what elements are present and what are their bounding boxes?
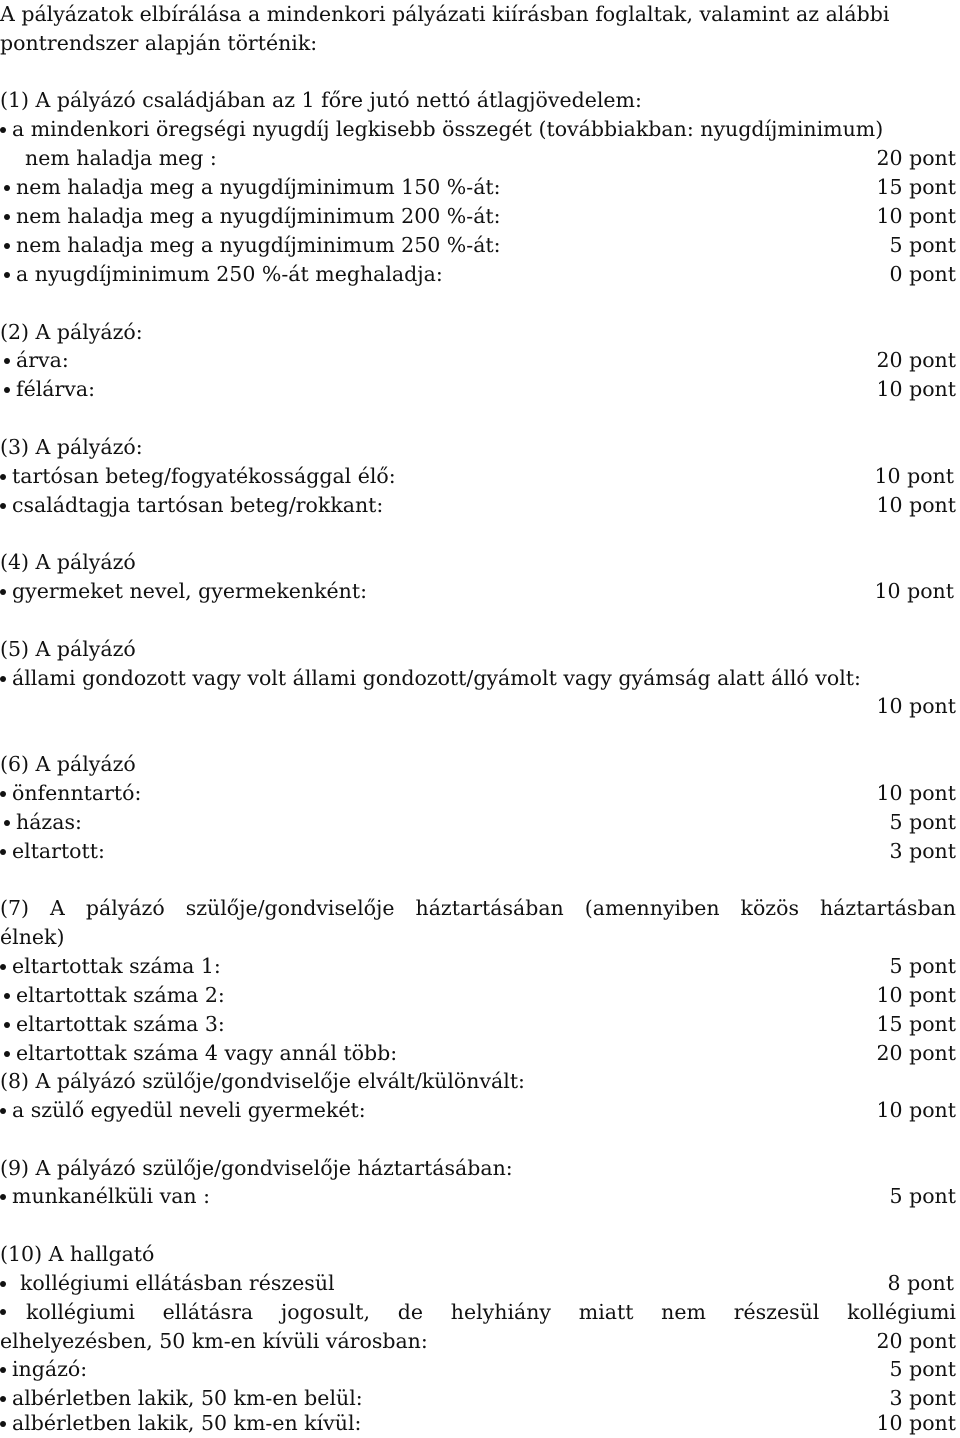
section-heading-7-continuation: élnek) <box>0 925 65 949</box>
list-item <box>0 115 956 144</box>
item-label: eltartott: <box>12 839 105 863</box>
list-item <box>0 808 956 837</box>
item-label: családtagja tartósan beteg/rokkant: <box>12 493 384 517</box>
item-label: ingázó: <box>12 1357 88 1381</box>
item-label: félárva: <box>16 377 96 401</box>
item-points: 5 pont <box>889 233 956 257</box>
item-points: 10 pont <box>874 464 954 488</box>
list-item-continuation <box>0 692 956 721</box>
bullet-icon <box>0 474 6 480</box>
list-item <box>0 1355 956 1384</box>
section-heading-1: (1) A pályázó családjában az 1 főre jutó nettó átlagjövedelem: <box>0 88 642 112</box>
item-points: 10 pont <box>876 694 956 718</box>
list-item <box>0 664 956 693</box>
list-item <box>0 1039 956 1068</box>
section-heading-7: (7) A pályázó szülője/gondviselője háztartásában (amennyiben közös háztartásban <box>0 896 956 920</box>
list-item <box>0 1096 956 1125</box>
bullet-icon <box>4 243 10 249</box>
item-label: önfenntartó: <box>12 781 142 805</box>
bullet-icon <box>0 589 6 595</box>
bullet-icon <box>0 1396 6 1402</box>
bullet-icon <box>4 1051 10 1057</box>
bullet-icon <box>0 1421 6 1427</box>
list-item <box>0 577 956 606</box>
section-heading-8: (8) A pályázó szülője/gondviselője elvált/különvált: <box>0 1069 525 1093</box>
item-label: albérletben lakik, 50 km-en belül: <box>12 1386 363 1410</box>
section-heading-3: (3) A pályázó: <box>0 435 143 459</box>
list-item <box>0 1409 956 1438</box>
item-label: nem haladja meg a nyugdíjminimum 200 %-át: <box>16 204 501 228</box>
item-points: 10 pont <box>876 493 956 517</box>
list-item <box>0 375 956 404</box>
bullet-icon <box>4 272 10 278</box>
bullet-icon <box>4 185 10 191</box>
bullet-icon <box>0 964 6 970</box>
section-heading-6: (6) A pályázó <box>0 752 136 776</box>
bullet-icon <box>4 1022 10 1028</box>
item-points: 5 pont <box>889 1357 956 1381</box>
item-points: 5 pont <box>889 1184 956 1208</box>
item-points: 10 pont <box>874 579 954 603</box>
item-label: eltartottak száma 1: <box>12 954 221 978</box>
item-points: 3 pont <box>889 839 956 863</box>
bullet-icon <box>4 214 10 220</box>
list-item-continuation <box>0 1327 956 1356</box>
item-points: 15 pont <box>876 175 956 199</box>
item-label: árva: <box>16 348 69 372</box>
bullet-icon <box>4 820 10 826</box>
bullet-icon <box>0 1108 6 1114</box>
section-heading-9: (9) A pályázó szülője/gondviselője háztartásában: <box>0 1156 513 1180</box>
item-label: nem haladja meg : <box>25 146 217 170</box>
item-points: 10 pont <box>876 983 956 1007</box>
item-label: eltartottak száma 3: <box>16 1012 225 1036</box>
item-points: 15 pont <box>876 1012 956 1036</box>
list-item <box>0 1298 956 1327</box>
item-label: eltartottak száma 2: <box>16 983 225 1007</box>
item-points: 20 pont <box>876 1329 956 1353</box>
item-label: kollégiumi ellátásban részesül <box>20 1271 335 1295</box>
item-points: 3 pont <box>889 1386 956 1410</box>
item-points: 10 pont <box>876 781 956 805</box>
bullet-icon <box>0 503 6 509</box>
bullet-icon <box>0 1367 6 1373</box>
item-points: 20 pont <box>876 146 956 170</box>
list-item <box>0 346 956 375</box>
list-item <box>0 231 956 260</box>
bullet-icon <box>0 676 6 682</box>
bullet-icon <box>4 358 10 364</box>
list-item <box>0 981 956 1010</box>
bullet-icon <box>0 1281 6 1287</box>
item-label: házas: <box>16 810 82 834</box>
item-label: a szülő egyedül neveli gyermekét: <box>12 1098 366 1122</box>
bullet-icon <box>0 1309 6 1315</box>
list-item <box>0 260 956 289</box>
item-label: a nyugdíjminimum 250 %-át meghaladja: <box>16 262 443 286</box>
list-item <box>0 779 956 808</box>
item-points: 8 pont <box>887 1271 954 1295</box>
bullet-icon <box>0 791 6 797</box>
item-points: 5 pont <box>889 810 956 834</box>
intro-line: A pályázatok elbírálása a mindenkori pályázati kiírásban foglaltak, valamint az alábbi <box>0 2 890 26</box>
item-label: tartósan beteg/fogyatékossággal élő: <box>12 464 396 488</box>
intro-line: pontrendszer alapján történik: <box>0 31 318 55</box>
item-points: 10 pont <box>876 1098 956 1122</box>
bullet-icon <box>0 1194 6 1200</box>
list-item <box>0 202 956 231</box>
list-item <box>0 462 956 491</box>
list-item <box>0 837 956 866</box>
section-heading-5: (5) A pályázó <box>0 637 136 661</box>
item-points: 5 pont <box>889 954 956 978</box>
item-label: munkanélküli van : <box>12 1184 211 1208</box>
section-heading-10: (10) A hallgató <box>0 1242 155 1266</box>
section-heading-2: (2) A pályázó: <box>0 320 143 344</box>
list-item <box>0 1182 956 1211</box>
item-points: 0 pont <box>889 262 956 286</box>
bullet-icon <box>0 849 6 855</box>
list-item <box>0 1269 956 1298</box>
list-item-continuation <box>0 144 956 173</box>
list-item <box>0 491 956 520</box>
section-heading-4: (4) A pályázó <box>0 550 136 574</box>
item-points: 20 pont <box>876 348 956 372</box>
bullet-icon <box>0 127 6 133</box>
bullet-icon <box>4 387 10 393</box>
list-item <box>0 952 956 981</box>
item-label: gyermeket nevel, gyermekenként: <box>12 579 368 603</box>
list-item <box>0 173 956 202</box>
item-label: eltartottak száma 4 vagy annál több: <box>16 1041 398 1065</box>
item-label: állami gondozott vagy volt állami gondozott/gyámolt vagy gyámság alatt álló volt: <box>12 666 861 690</box>
bullet-icon <box>4 993 10 999</box>
item-label: albérletben lakik, 50 km-en kívül: <box>12 1411 362 1435</box>
item-label: nem haladja meg a nyugdíjminimum 150 %-át: <box>16 175 501 199</box>
item-points: 10 pont <box>876 1411 956 1435</box>
item-points: 10 pont <box>876 204 956 228</box>
item-label: a mindenkori öregségi nyugdíj legkisebb összegét (továbbiakban: nyugdíjminimum) <box>12 117 884 141</box>
list-item <box>0 1010 956 1039</box>
item-label: elhelyezésben, 50 km-en kívüli városban: <box>0 1329 428 1353</box>
item-label: nem haladja meg a nyugdíjminimum 250 %-át: <box>16 233 501 257</box>
item-label: kollégiumi ellátásra jogosult, de helyhiány miatt nem részesül kollégiumi <box>26 1300 956 1324</box>
item-points: 20 pont <box>876 1041 956 1065</box>
item-points: 10 pont <box>876 377 956 401</box>
